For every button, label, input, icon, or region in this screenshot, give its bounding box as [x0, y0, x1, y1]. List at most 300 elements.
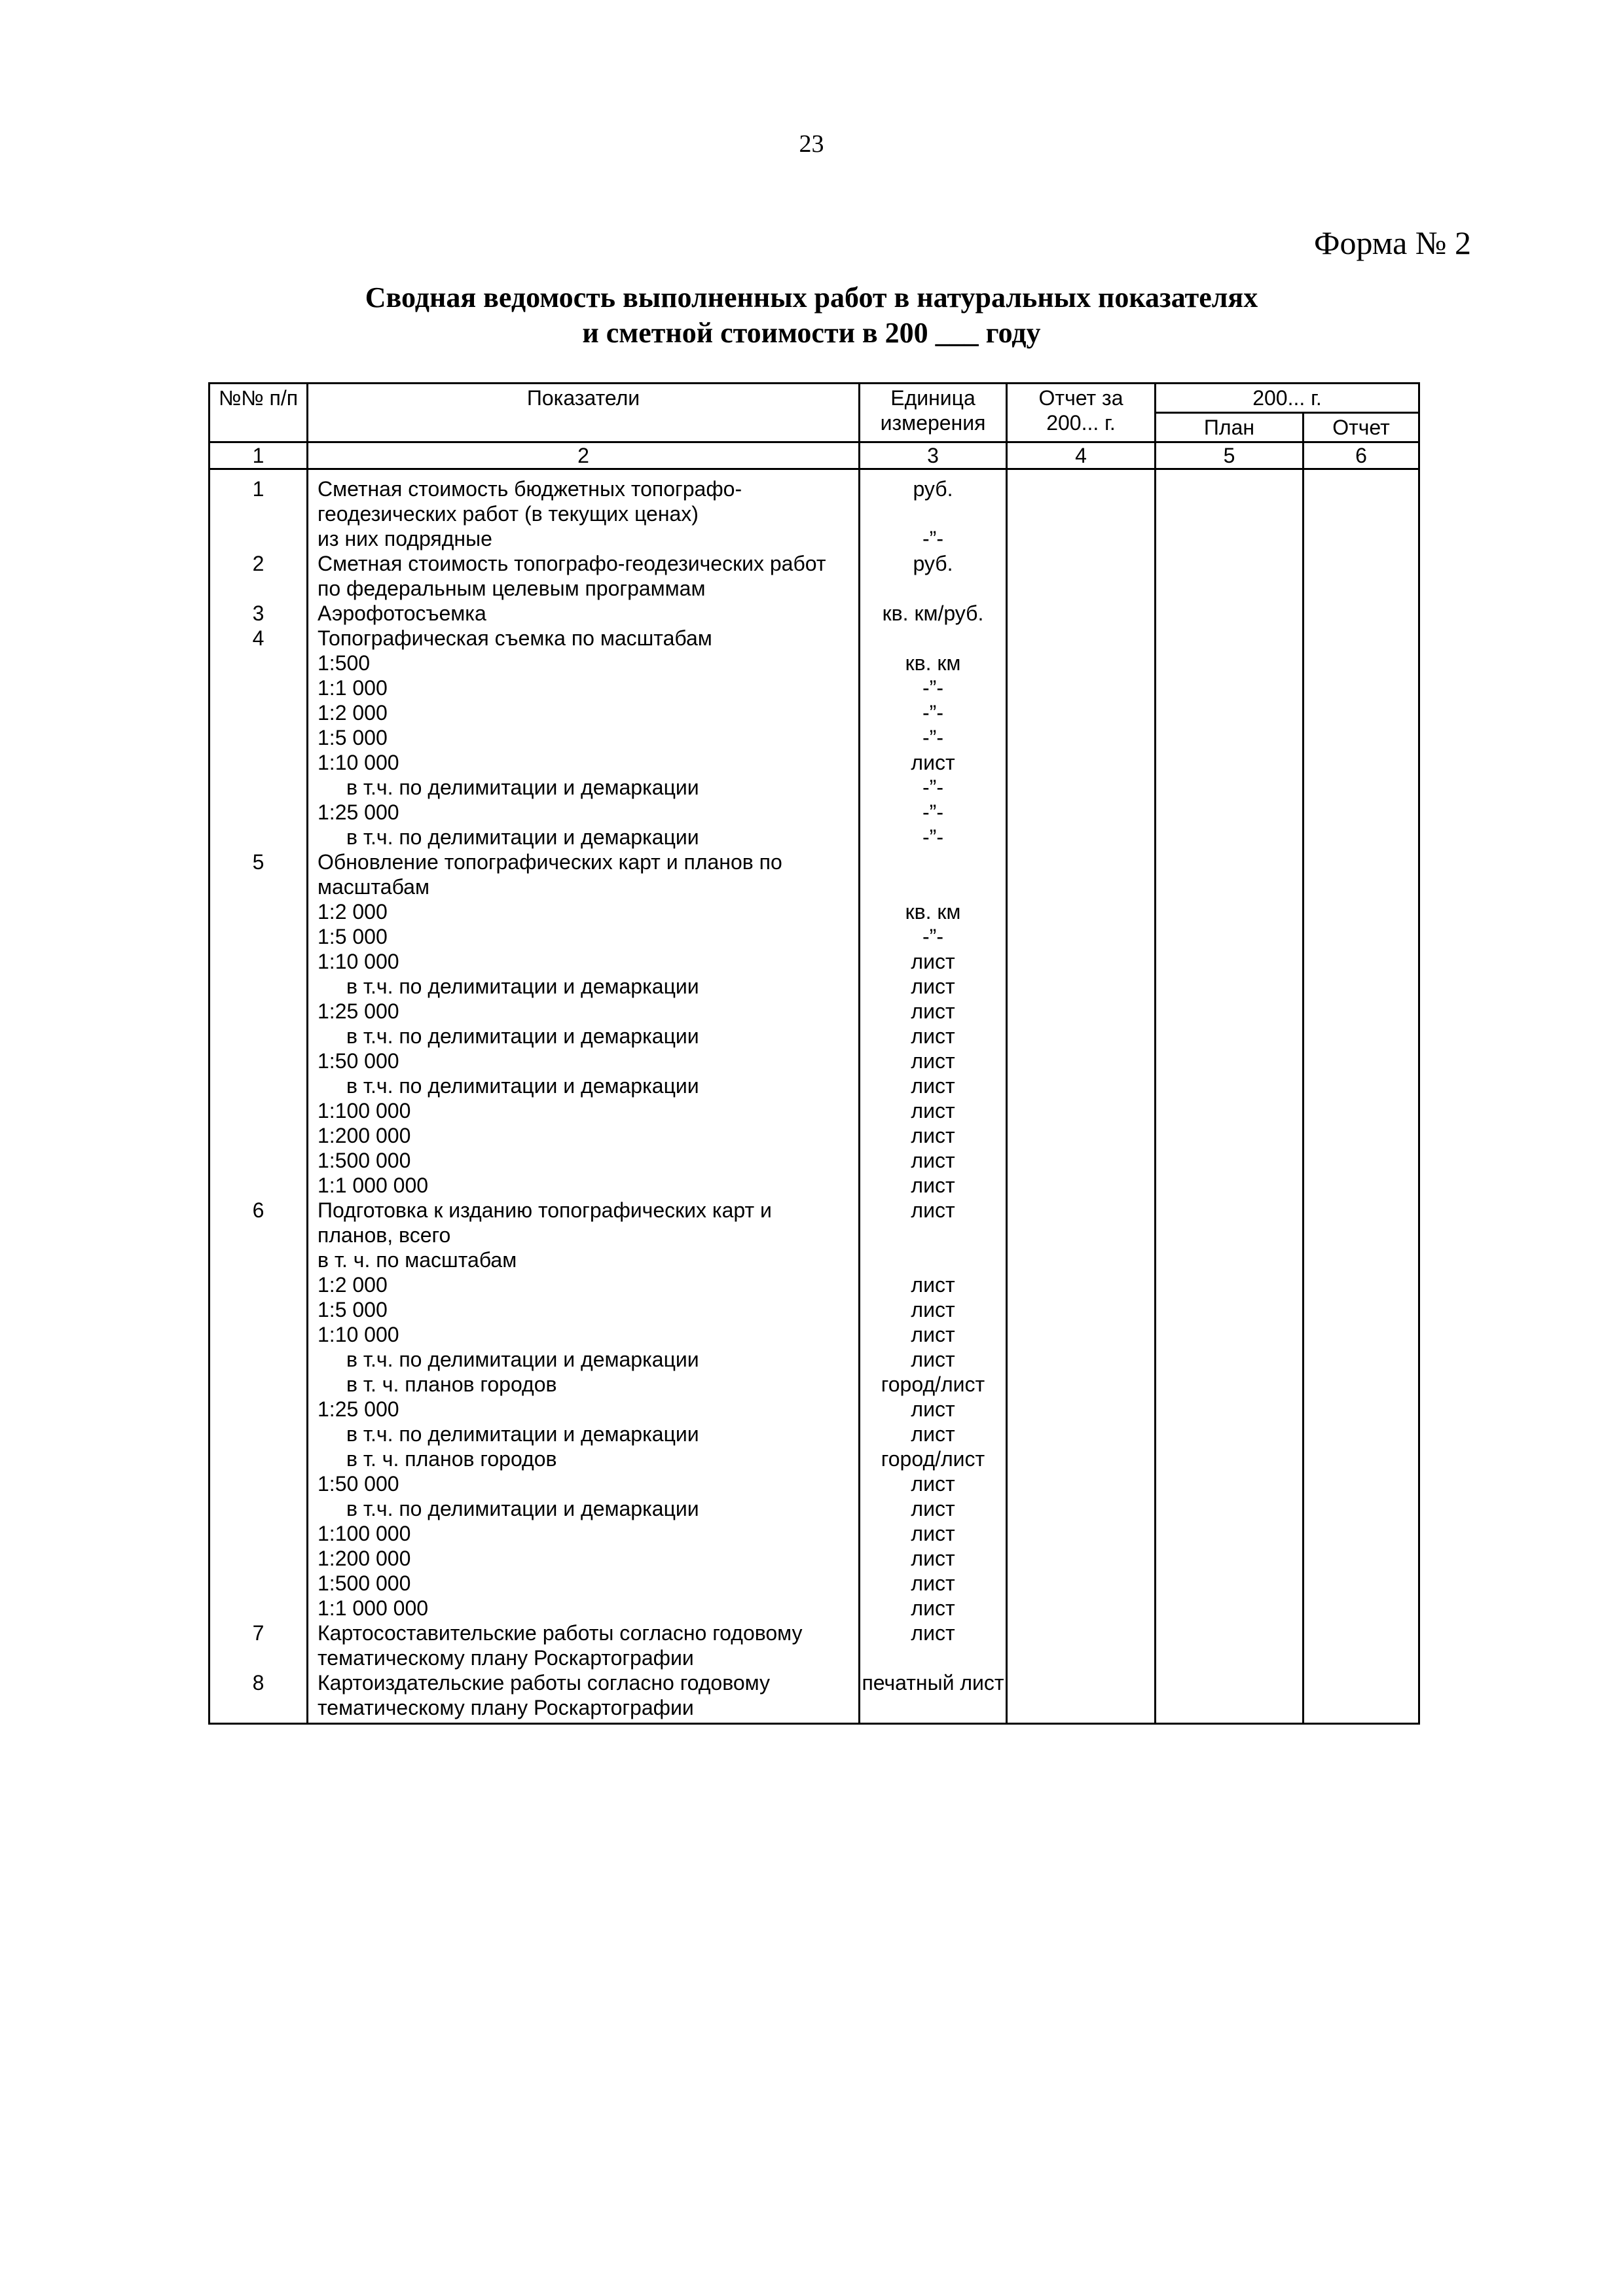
row-plan-value	[1156, 1198, 1304, 1247]
row-report-value	[1304, 999, 1419, 1024]
row-number	[210, 1471, 308, 1496]
row-report-prev-value	[1007, 1422, 1156, 1446]
column-number: 5	[1156, 442, 1304, 469]
row-report-prev-value	[1007, 1148, 1156, 1173]
row-plan-value	[1156, 1571, 1304, 1596]
row-plan-value	[1156, 1123, 1304, 1148]
row-report-value	[1304, 1297, 1419, 1322]
row-number: 7	[210, 1621, 308, 1670]
row-report-value	[1304, 850, 1419, 899]
row-label: в т. ч. планов городов	[308, 1446, 860, 1471]
row-plan-value	[1156, 1546, 1304, 1571]
row-number	[210, 651, 308, 675]
row-unit: лист	[860, 1521, 1007, 1546]
row-label: Сметная стоимость топографо-геодезических работ по федеральным целевым программам	[308, 551, 860, 601]
row-number	[210, 1272, 308, 1297]
row-plan-value	[1156, 651, 1304, 675]
row-report-value	[1304, 601, 1419, 626]
table-row	[210, 1372, 1419, 1397]
row-report-prev-value	[1007, 469, 1156, 527]
row-report-value	[1304, 1073, 1419, 1098]
table-row	[210, 469, 1419, 527]
row-plan-value	[1156, 526, 1304, 551]
table-row	[210, 1496, 1419, 1521]
row-report-value	[1304, 526, 1419, 551]
table-row	[210, 775, 1419, 800]
row-report-value	[1304, 825, 1419, 850]
table-row	[210, 1546, 1419, 1571]
row-number	[210, 1347, 308, 1372]
table-row	[210, 1397, 1419, 1422]
row-label: 1:10 000	[308, 1322, 860, 1347]
row-plan-value	[1156, 825, 1304, 850]
row-label: в т. ч. планов городов	[308, 1372, 860, 1397]
row-unit: руб.	[860, 551, 1007, 601]
row-label: 1:50 000	[308, 1049, 860, 1073]
row-unit	[860, 1247, 1007, 1272]
row-number	[210, 526, 308, 551]
row-report-value	[1304, 1670, 1419, 1724]
row-plan-value	[1156, 1073, 1304, 1098]
row-number	[210, 1073, 308, 1098]
row-plan-value	[1156, 1471, 1304, 1496]
row-label: 1:25 000	[308, 999, 860, 1024]
row-report-prev-value	[1007, 1347, 1156, 1372]
row-label: в т.ч. по делимитации и демаркации	[308, 1347, 860, 1372]
row-plan-value	[1156, 1297, 1304, 1322]
row-plan-value	[1156, 601, 1304, 626]
row-report-prev-value	[1007, 1471, 1156, 1496]
row-report-value	[1304, 750, 1419, 775]
row-label: Картосоставительские работы согласно годовому тематическому плану Роскартографии	[308, 1621, 860, 1670]
table-body	[210, 469, 1419, 1724]
row-unit: лист	[860, 1347, 1007, 1372]
row-plan-value	[1156, 469, 1304, 527]
row-plan-value	[1156, 899, 1304, 924]
row-report-prev-value	[1007, 675, 1156, 700]
row-plan-value	[1156, 974, 1304, 999]
row-report-value	[1304, 626, 1419, 651]
row-number	[210, 1422, 308, 1446]
row-label: 1:100 000	[308, 1098, 860, 1123]
row-unit: -”-	[860, 700, 1007, 725]
row-unit: город/лист	[860, 1446, 1007, 1471]
table-row	[210, 999, 1419, 1024]
row-label: 1:5 000	[308, 725, 860, 750]
row-plan-value	[1156, 626, 1304, 651]
row-plan-value	[1156, 1621, 1304, 1670]
table-row	[210, 1571, 1419, 1596]
row-report-prev-value	[1007, 725, 1156, 750]
row-plan-value	[1156, 1496, 1304, 1521]
row-plan-value	[1156, 1247, 1304, 1272]
row-number	[210, 949, 308, 974]
table-row	[210, 850, 1419, 899]
row-number	[210, 1148, 308, 1173]
row-label: Обновление топографических карт и планов по масштабам	[308, 850, 860, 899]
table-row	[210, 725, 1419, 750]
table-row	[210, 1247, 1419, 1272]
table-row	[210, 800, 1419, 825]
row-report-value	[1304, 1471, 1419, 1496]
row-report-prev-value	[1007, 999, 1156, 1024]
column-number: 3	[860, 442, 1007, 469]
row-unit: кв. км/руб.	[860, 601, 1007, 626]
table-row	[210, 1024, 1419, 1049]
table-row	[210, 1272, 1419, 1297]
row-label: 1:2 000	[308, 700, 860, 725]
table-row	[210, 1322, 1419, 1347]
row-unit: лист	[860, 1422, 1007, 1446]
row-label: 1:2 000	[308, 899, 860, 924]
row-report-value	[1304, 1496, 1419, 1521]
row-label: в т.ч. по делимитации и демаркации	[308, 974, 860, 999]
row-report-value	[1304, 1422, 1419, 1446]
column-number: 4	[1007, 442, 1156, 469]
row-report-value	[1304, 1049, 1419, 1073]
document-title	[0, 280, 1623, 351]
row-number	[210, 1521, 308, 1546]
row-report-prev-value	[1007, 651, 1156, 675]
row-label: 1:1 000	[308, 675, 860, 700]
row-report-value	[1304, 974, 1419, 999]
row-unit: лист	[860, 949, 1007, 974]
row-label: в т.ч. по делимитации и демаркации	[308, 1422, 860, 1446]
column-numbers-row	[210, 442, 1419, 469]
header-report-prev: Отчет за 200... г.	[1007, 384, 1156, 442]
row-number	[210, 1247, 308, 1272]
header-num: №№ п/п	[210, 384, 308, 442]
table-row	[210, 1521, 1419, 1546]
row-number	[210, 1546, 308, 1571]
row-plan-value	[1156, 1024, 1304, 1049]
row-report-value	[1304, 1322, 1419, 1347]
row-unit: -”-	[860, 775, 1007, 800]
row-plan-value	[1156, 850, 1304, 899]
row-number	[210, 1049, 308, 1073]
header-year-group: 200... г.	[1156, 384, 1419, 413]
row-label: 1:1 000 000	[308, 1596, 860, 1621]
row-number	[210, 800, 308, 825]
row-report-value	[1304, 725, 1419, 750]
row-unit: лист	[860, 1397, 1007, 1422]
row-report-prev-value	[1007, 1049, 1156, 1073]
row-report-value	[1304, 700, 1419, 725]
table-row	[210, 1148, 1419, 1173]
row-number	[210, 725, 308, 750]
row-report-prev-value	[1007, 1173, 1156, 1198]
row-unit: лист	[860, 1148, 1007, 1173]
table-row	[210, 1198, 1419, 1247]
row-report-prev-value	[1007, 899, 1156, 924]
table-row	[210, 1670, 1419, 1724]
row-report-value	[1304, 1397, 1419, 1422]
row-unit: лист	[860, 1621, 1007, 1670]
row-label: в т.ч. по делимитации и демаркации	[308, 1024, 860, 1049]
table-row	[210, 1422, 1419, 1446]
row-report-value	[1304, 469, 1419, 527]
row-report-value	[1304, 551, 1419, 601]
row-unit: лист	[860, 1322, 1007, 1347]
row-label: 1:50 000	[308, 1471, 860, 1496]
table-row	[210, 675, 1419, 700]
row-label: 1:25 000	[308, 1397, 860, 1422]
row-label: в т.ч. по делимитации и демаркации	[308, 825, 860, 850]
row-unit: кв. км	[860, 651, 1007, 675]
table-row	[210, 949, 1419, 974]
row-label: 1:2 000	[308, 1272, 860, 1297]
row-report-prev-value	[1007, 1372, 1156, 1397]
row-plan-value	[1156, 1670, 1304, 1724]
row-unit	[860, 850, 1007, 899]
row-report-prev-value	[1007, 949, 1156, 974]
row-number	[210, 1596, 308, 1621]
table-row	[210, 974, 1419, 999]
table-row	[210, 1073, 1419, 1098]
row-report-prev-value	[1007, 626, 1156, 651]
table-row	[210, 1471, 1419, 1496]
row-label: 1:10 000	[308, 750, 860, 775]
row-number: 5	[210, 850, 308, 899]
table-row	[210, 551, 1419, 601]
row-plan-value	[1156, 924, 1304, 949]
row-report-prev-value	[1007, 1247, 1156, 1272]
row-unit: город/лист	[860, 1372, 1007, 1397]
row-number	[210, 974, 308, 999]
row-plan-value	[1156, 1322, 1304, 1347]
row-report-value	[1304, 1446, 1419, 1471]
row-number: 3	[210, 601, 308, 626]
row-report-prev-value	[1007, 1496, 1156, 1521]
header-indicator: Показатели	[308, 384, 860, 442]
row-number	[210, 999, 308, 1024]
row-report-prev-value	[1007, 750, 1156, 775]
row-report-prev-value	[1007, 1571, 1156, 1596]
row-number	[210, 899, 308, 924]
table-row	[210, 626, 1419, 651]
row-unit: -”-	[860, 924, 1007, 949]
row-number	[210, 1571, 308, 1596]
row-report-value	[1304, 651, 1419, 675]
row-report-value	[1304, 1198, 1419, 1247]
row-number	[210, 825, 308, 850]
row-unit: лист	[860, 1198, 1007, 1247]
row-unit: -”-	[860, 800, 1007, 825]
row-plan-value	[1156, 1596, 1304, 1621]
row-report-prev-value	[1007, 1272, 1156, 1297]
form-label: Форма № 2	[1314, 224, 1471, 261]
row-number	[210, 1446, 308, 1471]
column-number: 6	[1304, 442, 1419, 469]
row-plan-value	[1156, 800, 1304, 825]
row-label: в т.ч. по делимитации и демаркации	[308, 775, 860, 800]
row-report-prev-value	[1007, 1621, 1156, 1670]
row-number	[210, 1297, 308, 1322]
row-plan-value	[1156, 1521, 1304, 1546]
row-report-prev-value	[1007, 1521, 1156, 1546]
row-unit: -”-	[860, 725, 1007, 750]
row-unit: лист	[860, 750, 1007, 775]
row-plan-value	[1156, 949, 1304, 974]
row-report-prev-value	[1007, 1446, 1156, 1471]
row-report-prev-value	[1007, 1397, 1156, 1422]
row-label: в т.ч. по делимитации и демаркации	[308, 1496, 860, 1521]
row-number: 2	[210, 551, 308, 601]
row-report-prev-value	[1007, 1596, 1156, 1621]
table-row	[210, 1297, 1419, 1322]
row-unit: печатный лист	[860, 1670, 1007, 1724]
row-number	[210, 1024, 308, 1049]
row-unit: лист	[860, 1596, 1007, 1621]
row-label: 1:200 000	[308, 1123, 860, 1148]
table-row	[210, 1123, 1419, 1148]
row-label: Картоиздательские работы согласно годовому тематическому плану Роскартографии	[308, 1670, 860, 1724]
row-number	[210, 700, 308, 725]
column-number: 2	[308, 442, 860, 469]
row-plan-value	[1156, 1397, 1304, 1422]
row-label: в т.ч. по делимитации и демаркации	[308, 1073, 860, 1098]
row-report-value	[1304, 1372, 1419, 1397]
row-plan-value	[1156, 1347, 1304, 1372]
row-label: 1:10 000	[308, 949, 860, 974]
row-number	[210, 1397, 308, 1422]
row-unit: лист	[860, 1173, 1007, 1198]
row-label: Сметная стоимость бюджетных топографо-геодезических работ (в текущих ценах)	[308, 469, 860, 527]
row-number: 4	[210, 626, 308, 651]
row-unit: лист	[860, 1496, 1007, 1521]
table-row	[210, 700, 1419, 725]
row-label: 1:500 000	[308, 1148, 860, 1173]
row-report-value	[1304, 1546, 1419, 1571]
row-plan-value	[1156, 999, 1304, 1024]
row-plan-value	[1156, 1049, 1304, 1073]
row-unit: лист	[860, 1297, 1007, 1322]
page-number: 23	[799, 130, 824, 158]
row-report-prev-value	[1007, 1322, 1156, 1347]
row-plan-value	[1156, 775, 1304, 800]
row-unit: лист	[860, 999, 1007, 1024]
table-row	[210, 899, 1419, 924]
row-label: Топографическая съемка по масштабам	[308, 626, 860, 651]
row-label: 1:500 000	[308, 1571, 860, 1596]
report-table	[208, 382, 1420, 1725]
row-number	[210, 750, 308, 775]
row-plan-value	[1156, 750, 1304, 775]
row-report-value	[1304, 1098, 1419, 1123]
row-report-value	[1304, 1173, 1419, 1198]
row-report-value	[1304, 1596, 1419, 1621]
row-report-value	[1304, 1571, 1419, 1596]
row-label: 1:500	[308, 651, 860, 675]
row-unit: лист	[860, 1546, 1007, 1571]
row-label: 1:200 000	[308, 1546, 860, 1571]
table-row	[210, 1596, 1419, 1621]
row-unit: лист	[860, 1123, 1007, 1148]
row-unit: руб.	[860, 469, 1007, 527]
table-row	[210, 750, 1419, 775]
row-label: 1:25 000	[308, 800, 860, 825]
row-number	[210, 1372, 308, 1397]
row-report-prev-value	[1007, 1098, 1156, 1123]
row-report-prev-value	[1007, 1670, 1156, 1724]
title-line-1: Сводная ведомость выполненных работ в натуральных показателях	[365, 281, 1258, 314]
row-number	[210, 1098, 308, 1123]
row-report-value	[1304, 1272, 1419, 1297]
row-report-prev-value	[1007, 1024, 1156, 1049]
row-number	[210, 775, 308, 800]
row-report-prev-value	[1007, 800, 1156, 825]
row-unit: лист	[860, 1049, 1007, 1073]
row-label: 1:100 000	[308, 1521, 860, 1546]
row-report-value	[1304, 1521, 1419, 1546]
row-report-prev-value	[1007, 700, 1156, 725]
column-number: 1	[210, 442, 308, 469]
table-row	[210, 825, 1419, 850]
row-plan-value	[1156, 551, 1304, 601]
row-label: Аэрофотосъемка	[308, 601, 860, 626]
header-plan: План	[1156, 413, 1304, 442]
table-row	[210, 526, 1419, 551]
row-unit: -”-	[860, 526, 1007, 551]
row-label: из них подрядные	[308, 526, 860, 551]
table-row	[210, 1049, 1419, 1073]
row-report-prev-value	[1007, 1546, 1156, 1571]
row-number	[210, 1496, 308, 1521]
row-unit: кв. км	[860, 899, 1007, 924]
row-report-value	[1304, 800, 1419, 825]
row-plan-value	[1156, 1272, 1304, 1297]
row-report-prev-value	[1007, 974, 1156, 999]
row-number	[210, 1322, 308, 1347]
row-report-prev-value	[1007, 1123, 1156, 1148]
row-report-value	[1304, 924, 1419, 949]
row-report-value	[1304, 1347, 1419, 1372]
table-row	[210, 924, 1419, 949]
row-unit	[860, 626, 1007, 651]
header-report: Отчет	[1304, 413, 1419, 442]
row-plan-value	[1156, 675, 1304, 700]
table-row	[210, 1098, 1419, 1123]
row-report-value	[1304, 1024, 1419, 1049]
row-number: 1	[210, 469, 308, 527]
table-row	[210, 601, 1419, 626]
row-plan-value	[1156, 1372, 1304, 1397]
row-unit: лист	[860, 1571, 1007, 1596]
row-plan-value	[1156, 1446, 1304, 1471]
row-unit: лист	[860, 1471, 1007, 1496]
row-number	[210, 1173, 308, 1198]
row-report-prev-value	[1007, 825, 1156, 850]
row-report-value	[1304, 1148, 1419, 1173]
row-number	[210, 924, 308, 949]
row-report-prev-value	[1007, 1297, 1156, 1322]
row-report-prev-value	[1007, 924, 1156, 949]
row-plan-value	[1156, 1422, 1304, 1446]
row-plan-value	[1156, 700, 1304, 725]
row-number: 8	[210, 1670, 308, 1724]
row-report-value	[1304, 1621, 1419, 1670]
row-unit: лист	[860, 1098, 1007, 1123]
row-label: 1:5 000	[308, 924, 860, 949]
row-plan-value	[1156, 1173, 1304, 1198]
row-plan-value	[1156, 1098, 1304, 1123]
row-report-prev-value	[1007, 551, 1156, 601]
row-report-value	[1304, 775, 1419, 800]
table-row	[210, 1446, 1419, 1471]
row-report-value	[1304, 1123, 1419, 1148]
row-number: 6	[210, 1198, 308, 1247]
table-row	[210, 1621, 1419, 1670]
